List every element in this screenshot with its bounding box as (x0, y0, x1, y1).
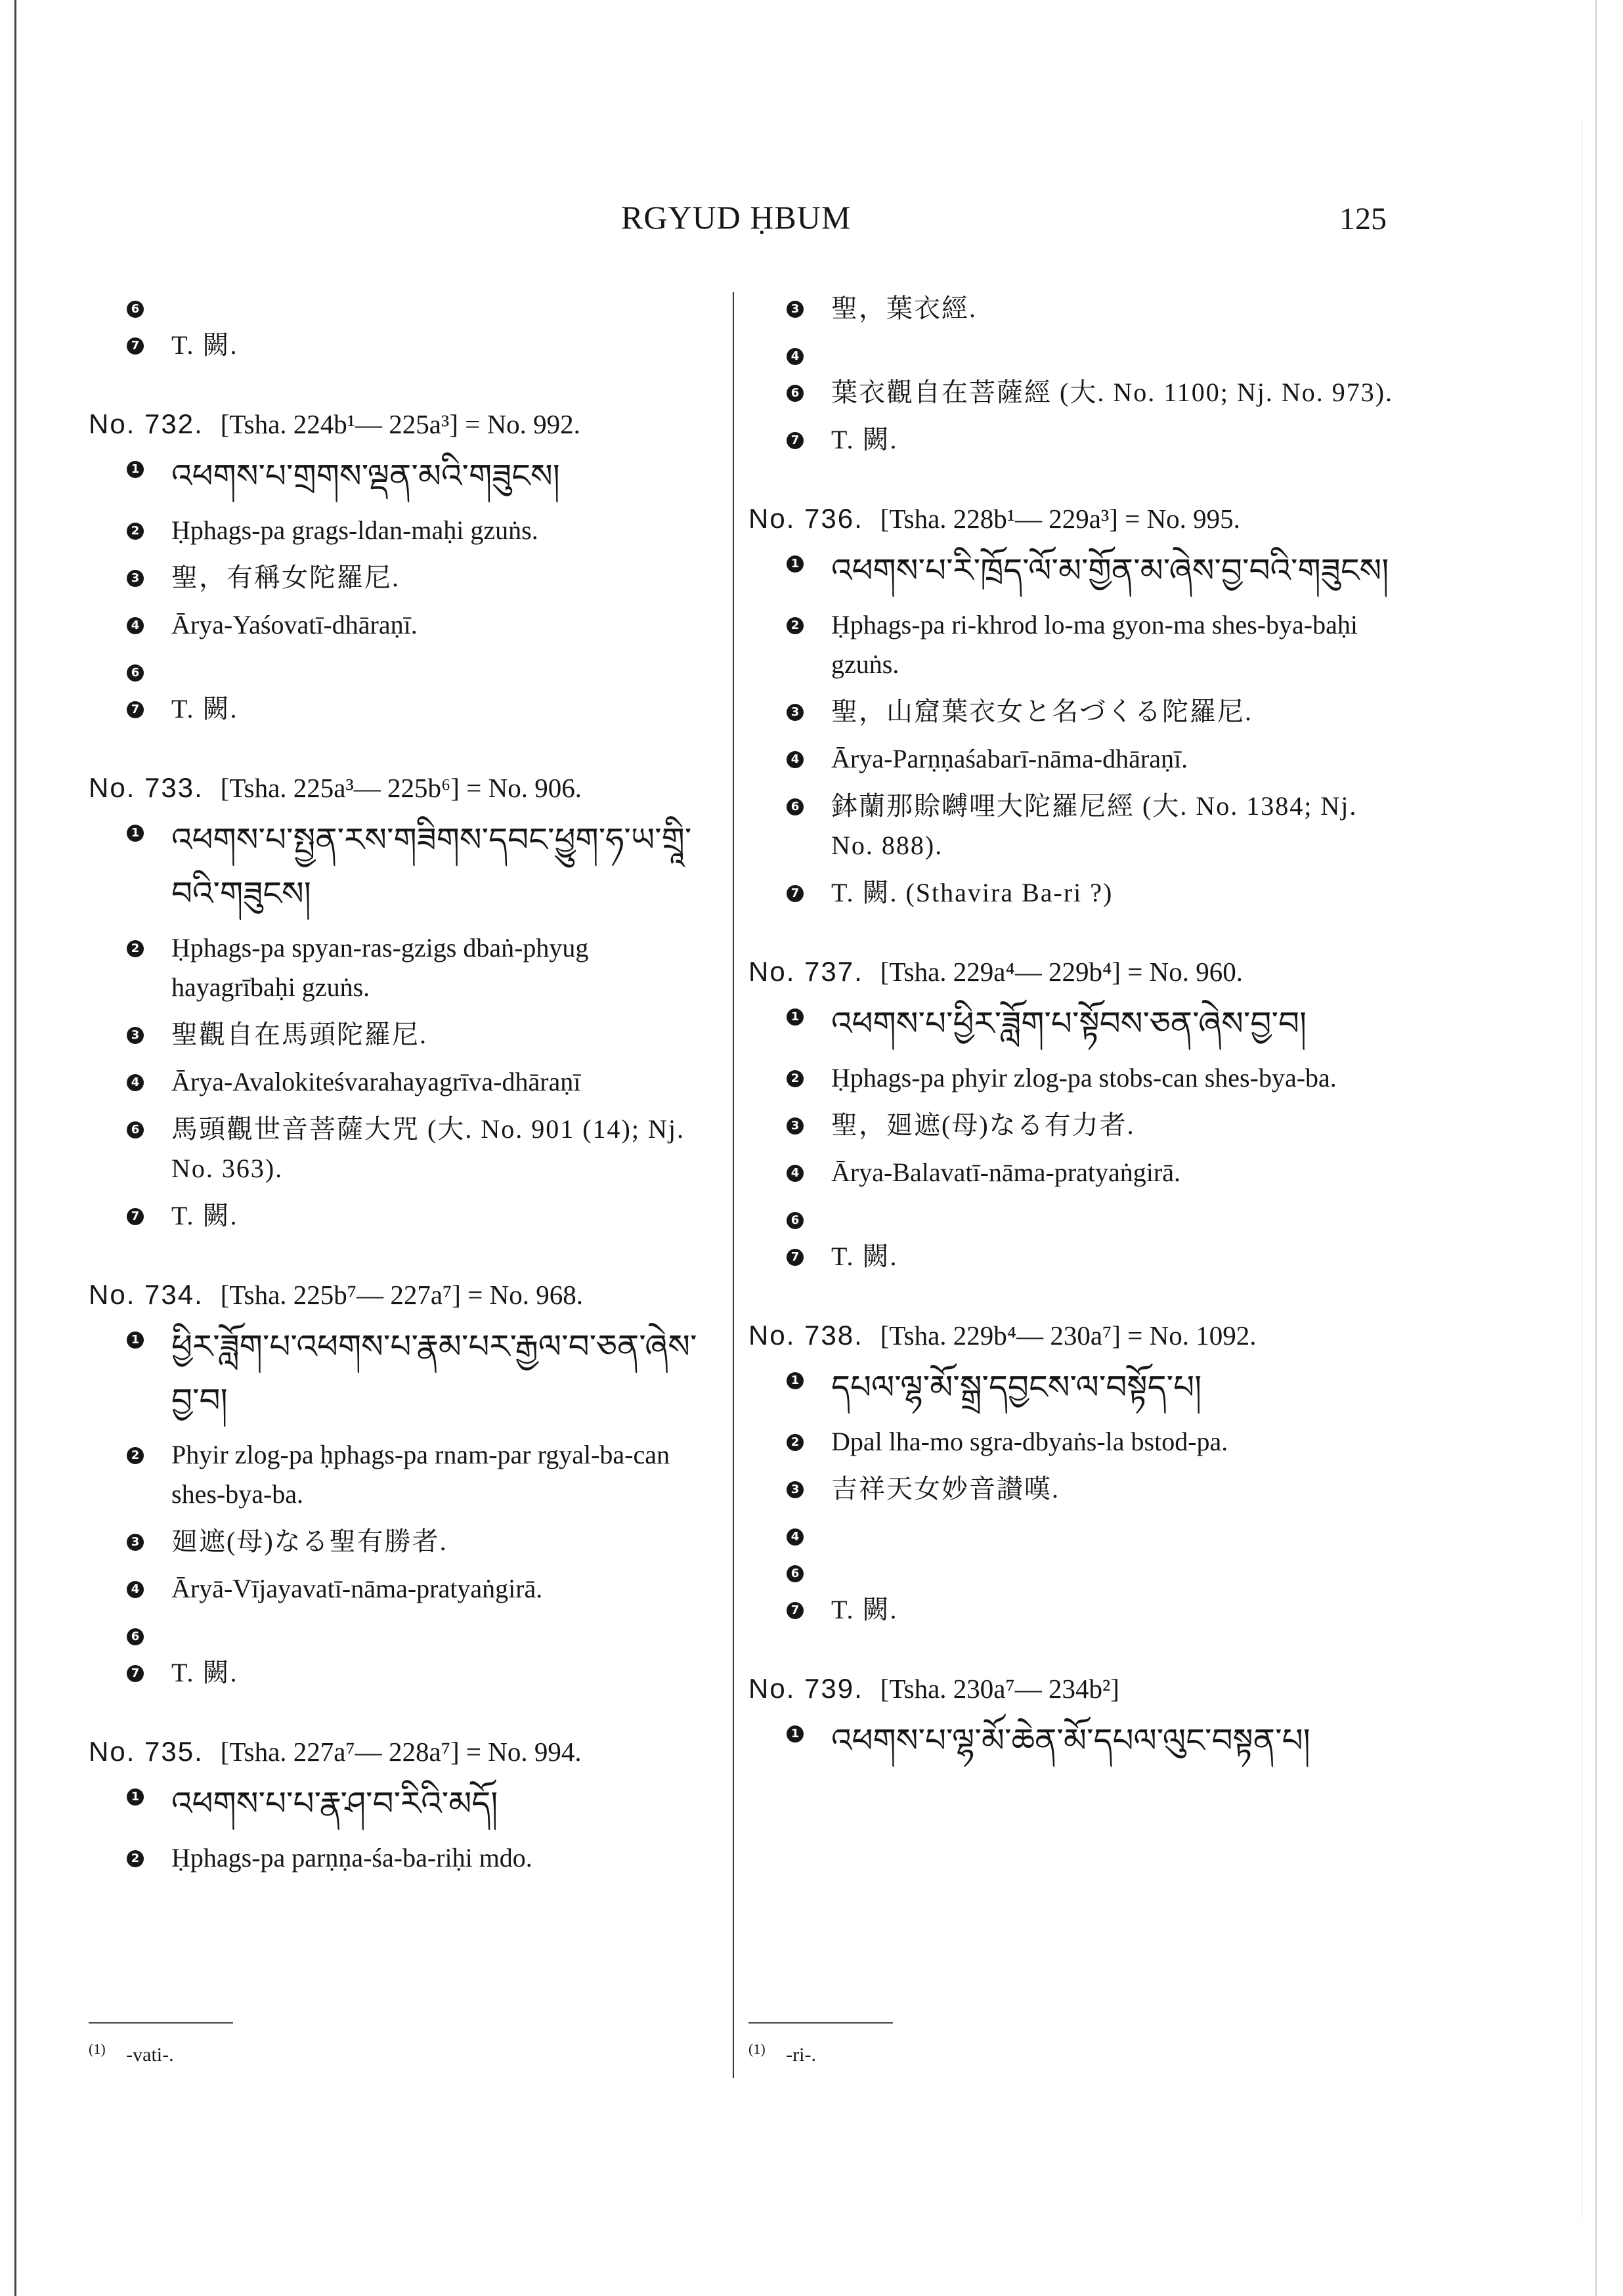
entry-heading (89, 1732, 719, 1771)
entry-heading (748, 1669, 1405, 1708)
field-number-marker: 7 (787, 885, 804, 902)
catalogue-entry (748, 1669, 1405, 1767)
field-text: T. 闕. (831, 425, 898, 454)
field-text: Ḥphags-pa grags-ldan-maḥi gzuṅs. (171, 515, 538, 545)
field-number-marker: 2 (787, 1070, 804, 1087)
entry-field (787, 289, 1405, 328)
field-text: T. 闕. (831, 1242, 898, 1271)
tibetan-title: འཕགས་པ་གྲགས་ལྡན་མའི་གཟུངས། (171, 457, 560, 495)
field-text: Ārya-Yaśovatī-dhāraṇī. (171, 610, 418, 639)
scan-edge-left (14, 0, 16, 2296)
field-number-marker: 7 (127, 1665, 144, 1682)
field-number-marker: 7 (127, 701, 144, 718)
entry-number: No. 735. (89, 1736, 204, 1767)
entry-number: No. 739. (748, 1673, 863, 1704)
entry-number: No. 732. (89, 408, 204, 439)
entry-heading (748, 1316, 1405, 1355)
catalogue-entry (89, 404, 719, 729)
entry-field (127, 1838, 719, 1878)
entry-field (127, 605, 719, 645)
footnote-left (89, 2022, 233, 2066)
tibetan-title: ཕྱིར་ཟློག་པ་འཕགས་པ་རྣམ་པར་རྒྱལ་བ་ཅན་ཞེས་བྱ་བ། (171, 1328, 697, 1419)
entry-reference: [Tsha. 229a⁴— 229b⁴] = No. 960. (880, 957, 1243, 987)
field-number-marker: 3 (127, 1027, 144, 1044)
entry-number: No. 734. (89, 1279, 204, 1310)
catalogue-entry (89, 289, 719, 365)
entry-field (787, 1153, 1405, 1192)
entry-field (127, 928, 719, 1007)
field-text: T. 闕. (171, 1658, 238, 1687)
tibetan-title: འཕགས་པ་སྤྱན་རས་གཟིགས་དབང་ཕྱུག་ཧ་ཡ་གྲཱི་བའི་གཟུངས། (171, 821, 692, 913)
field-text: Ḥphags-pa ri-khrod lo-ma gyon-ma shes-bya-baḥi gzuṅs. (831, 610, 1358, 679)
entry-reference: [Tsha. 229b⁴— 230a⁷] = No. 1092. (880, 1320, 1257, 1351)
field-number-marker: 2 (787, 617, 804, 634)
field-number-marker: 2 (127, 1447, 144, 1464)
field-number-marker: 4 (127, 617, 144, 634)
field-text: Ḥphags-pa parṇṇa-śa-ba-riḥi mdo. (171, 1843, 532, 1873)
catalogue-entry (748, 499, 1405, 913)
field-text: Ārya-Balavatī-nāma-pratyaṅgirā. (831, 1158, 1180, 1187)
field-text: Ḥphags-pa spyan-ras-gzigs dbaṅ-phyug hayagrībaḥi gzuṅs. (171, 933, 589, 1002)
field-text: 聖觀自在馬頭陀羅尼. (171, 1020, 427, 1049)
field-number-marker: 6 (127, 664, 144, 682)
left-column (89, 289, 719, 1917)
column-divider (733, 292, 734, 2078)
entry-heading (748, 952, 1405, 991)
entry-field (787, 1058, 1405, 1098)
field-number-marker: 2 (787, 1434, 804, 1451)
field-text: T. 闕. (171, 1201, 238, 1230)
field-text: 吉祥天女妙音讃嘆. (831, 1474, 1060, 1504)
entry-field (787, 997, 1405, 1051)
entry-field (787, 739, 1405, 779)
field-text: T. 闕. (831, 1595, 898, 1624)
field-number-marker: 7 (787, 1602, 804, 1619)
tibetan-title: འཕགས་པ་པ་རྣ་ཤ་བ་རིའི་མདོ། (171, 1785, 498, 1823)
field-text: 馬頭觀世音菩薩大咒 (大. No. 901 (14); Nj. No. 363). (171, 1114, 685, 1183)
field-number-marker: 6 (787, 385, 804, 402)
field-text: Ārya-Parṇṇaśabarī-nāma-dhāraṇī. (831, 744, 1188, 773)
field-number-marker: 1 (127, 825, 144, 842)
entry-field (127, 1110, 719, 1188)
entry-field (127, 653, 719, 682)
entry-field (787, 1200, 1405, 1229)
tibetan-title: འཕགས་པ་ཕྱིར་ཟློག་པ་སྟོབས་ཅན་ཞེས་བྱ་བ། (831, 1005, 1307, 1043)
entry-field (127, 1435, 719, 1514)
entry-field (127, 1777, 719, 1830)
entry-field (787, 544, 1405, 597)
footnote-right (748, 2022, 893, 2066)
entry-field (127, 1196, 719, 1236)
entry-field (127, 1653, 719, 1693)
field-text: 聖，山窟葉衣女と名づくる陀羅尼. (831, 697, 1253, 726)
footnote-text: -ri-. (786, 2044, 816, 2066)
entry-field (127, 1062, 719, 1102)
field-number-marker: 4 (127, 1074, 144, 1091)
field-number-marker: 2 (127, 940, 144, 957)
field-number-marker: 7 (127, 337, 144, 355)
entry-field (127, 289, 719, 318)
field-text: Dpal lha-mo sgra-dbyaṅs-la bstod-pa. (831, 1427, 1228, 1456)
catalogue-entry (748, 952, 1405, 1276)
catalogue-entry (748, 1316, 1405, 1630)
tibetan-title: དཔལ་ལྷ་མོ་སྒྲ་དབྱངས་ལ་བསྟོད་པ། (831, 1368, 1202, 1406)
catalogue-entry (748, 289, 1405, 460)
catalogue-entry (89, 1732, 719, 1878)
entry-heading (89, 404, 719, 444)
field-number-marker: 6 (787, 1565, 804, 1582)
entry-number: No. 738. (748, 1320, 863, 1351)
field-number-marker: 2 (127, 1850, 144, 1867)
field-number-marker: 1 (787, 555, 804, 573)
page-number: 125 (1339, 202, 1387, 236)
entry-field (127, 1569, 719, 1609)
entry-reference: [Tsha. 227a⁷— 228a⁷] = No. 994. (220, 1737, 582, 1767)
field-number-marker: 3 (787, 704, 804, 721)
field-number-marker: 4 (787, 1528, 804, 1546)
field-number-marker: 1 (127, 461, 144, 478)
field-number-marker: 7 (787, 432, 804, 449)
field-text: Ārya-Avalokiteśvarahayagrīva-dhāraṇī (171, 1067, 581, 1096)
entry-field (127, 813, 719, 921)
footnote-marker: (1) (89, 2041, 106, 2057)
footnote-text: -vati-. (126, 2044, 174, 2066)
entry-field (787, 1422, 1405, 1462)
entry-field (787, 787, 1405, 865)
field-number-marker: 3 (127, 1534, 144, 1551)
field-text: 聖，有稱女陀羅尼. (171, 563, 400, 592)
entry-field (127, 1616, 719, 1645)
field-number-marker: 1 (787, 1725, 804, 1743)
entry-field (787, 873, 1405, 913)
entry-reference: [Tsha. 225a³— 225b⁶] = No. 906. (220, 773, 582, 803)
field-number-marker: 7 (787, 1249, 804, 1266)
catalogue-entry (89, 768, 719, 1236)
field-text: Phyir zlog-pa ḥphags-pa rnam-par rgyal-ba-can shes-bya-ba. (171, 1440, 670, 1509)
field-number-marker: 4 (787, 751, 804, 768)
entry-field (787, 692, 1405, 731)
field-text: 聖，葉衣經. (831, 293, 977, 323)
field-text: 聖，廻遮(母)なる有力者. (831, 1110, 1135, 1140)
entry-field (127, 1015, 719, 1054)
entry-heading (89, 1275, 719, 1314)
entry-field (787, 1237, 1405, 1276)
entry-field (787, 1517, 1405, 1546)
entry-field (127, 511, 719, 550)
field-text: Ḥphags-pa phyir zlog-pa stobs-can shes-bya-ba. (831, 1063, 1337, 1093)
entry-number: No. 733. (89, 772, 204, 803)
field-number-marker: 6 (127, 1628, 144, 1645)
field-number-marker: 3 (787, 301, 804, 318)
field-number-marker: 3 (127, 570, 144, 587)
entry-reference: [Tsha. 228b¹— 229a³] = No. 995. (880, 504, 1240, 534)
footnote-rule (748, 2022, 893, 2024)
catalogue-entry (89, 1275, 719, 1693)
entry-field (787, 336, 1405, 365)
field-number-marker: 6 (127, 1121, 144, 1138)
field-number-marker: 4 (787, 1165, 804, 1182)
field-text: 鉢蘭那賒嚩哩大陀羅尼經 (大. No. 1384; Nj. No. 888). (831, 791, 1358, 860)
entry-number: No. 737. (748, 956, 863, 987)
entry-field (787, 1360, 1405, 1414)
field-number-marker: 7 (127, 1208, 144, 1225)
entry-field (787, 605, 1405, 684)
entry-field (127, 326, 719, 365)
field-number-marker: 1 (787, 1372, 804, 1389)
running-head (0, 198, 1623, 244)
field-number-marker: 1 (127, 1332, 144, 1349)
entry-heading (748, 499, 1405, 538)
running-title: RGYUD ḤBUM (621, 199, 852, 236)
entry-reference: [Tsha. 224b¹— 225a³] = No. 992. (220, 409, 580, 439)
tibetan-title: འཕགས་པ་རི་ཁྲོད་ལོ་མ་གྱོན་མ་ཞེས་བྱ་བའི་གཟུངས། (831, 552, 1389, 590)
entry-field (127, 1320, 719, 1427)
entry-heading (89, 768, 719, 808)
field-number-marker: 1 (787, 1008, 804, 1026)
field-text: 廻遮(母)なる聖有勝者. (171, 1527, 448, 1556)
entry-field (787, 1469, 1405, 1509)
field-text: T. 闕. (171, 694, 238, 724)
field-number-marker: 4 (127, 1581, 144, 1598)
entry-field (127, 1522, 719, 1561)
entry-field (787, 1714, 1405, 1767)
entry-reference: [Tsha. 225b⁷— 227a⁷] = No. 968. (220, 1280, 583, 1310)
field-text: T. 闕. (Sthavira Ba-ri ?) (831, 878, 1114, 907)
field-text: T. 闕. (171, 330, 238, 360)
footnote-rule (89, 2022, 233, 2024)
entry-field (787, 373, 1405, 412)
entry-field (787, 1590, 1405, 1630)
field-number-marker: 1 (127, 1788, 144, 1806)
field-number-marker: 3 (787, 1117, 804, 1135)
entry-field (127, 558, 719, 597)
field-number-marker: 6 (127, 301, 144, 318)
tibetan-title: འཕགས་པ་ལྷ་མོ་ཆེན་མོ་དཔལ་ལུང་བསྟན་པ། (831, 1722, 1310, 1760)
field-number-marker: 6 (787, 1212, 804, 1229)
entry-reference: [Tsha. 230a⁷— 234b²] (880, 1674, 1119, 1704)
field-number-marker: 6 (787, 798, 804, 815)
field-number-marker: 3 (787, 1481, 804, 1498)
field-number-marker: 4 (787, 348, 804, 365)
footnote-marker: (1) (748, 2041, 766, 2057)
field-text: 葉衣觀自在菩薩經 (大. No. 1100; Nj. No. 973). (831, 378, 1394, 407)
entry-number: No. 736. (748, 503, 863, 534)
right-column (748, 289, 1405, 1807)
entry-field (127, 689, 719, 729)
field-number-marker: 2 (127, 523, 144, 540)
scan-edge-right (1595, 0, 1597, 2296)
entry-field (787, 420, 1405, 460)
entry-field (787, 1106, 1405, 1145)
field-text: Āryā-Vījayavatī-nāma-pratyaṅgirā. (171, 1574, 543, 1603)
entry-field (787, 1553, 1405, 1582)
entry-field (127, 449, 719, 503)
